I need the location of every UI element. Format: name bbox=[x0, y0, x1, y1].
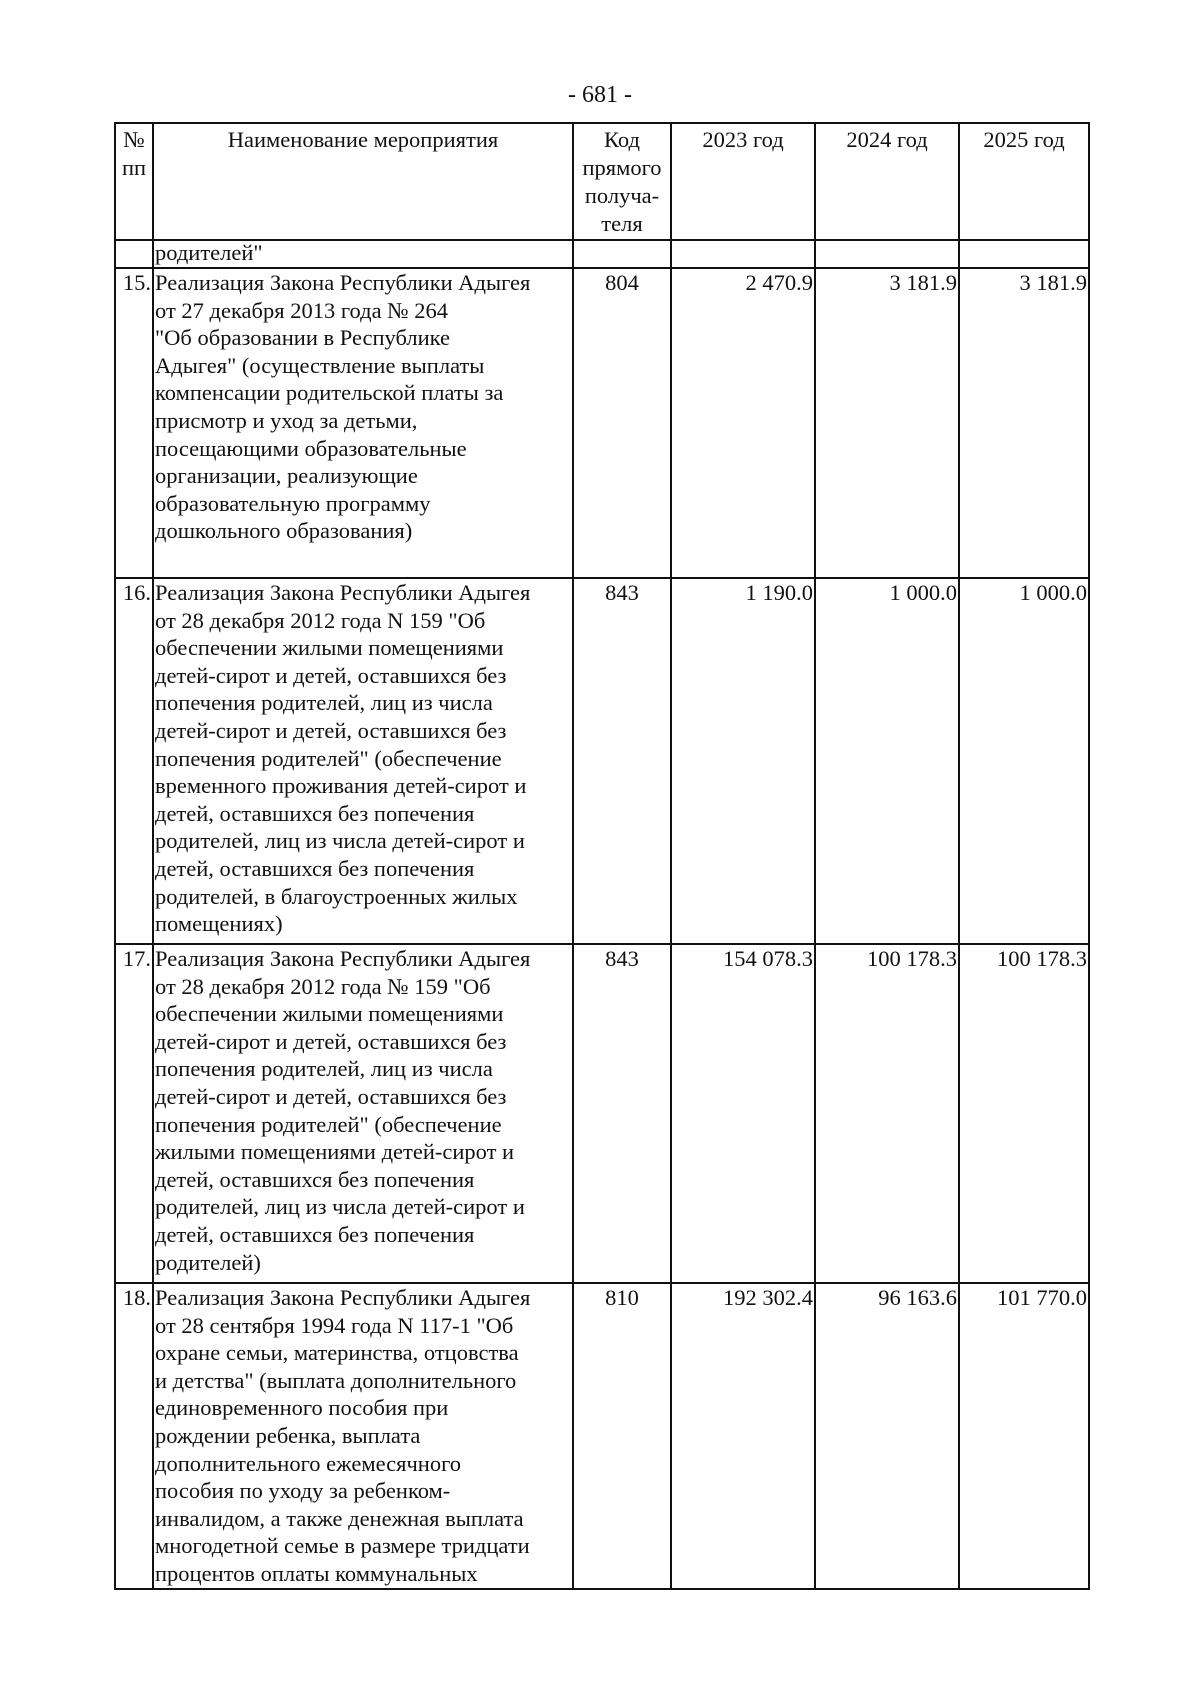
cell-2023 bbox=[671, 240, 815, 268]
header-num: № пп bbox=[115, 123, 153, 240]
cell-2025: 100 178.3 bbox=[959, 944, 1089, 1283]
cell-2025: 3 181.9 bbox=[959, 268, 1089, 578]
cell-2024: 96 163.6 bbox=[815, 1283, 959, 1589]
table-row bbox=[115, 1283, 1089, 1589]
cell-name: Реализация Закона Республики Адыгея от 28 декабря 2012 года № 159 "Об обеспечении жилыми помещениями детей-сирот и детей, оставшихся без попечения родителей, лиц из числа детей-сирот и детей, оставшихся без попечения родителей" (обеспечение жилыми помещениями детей-сирот и детей, оставшихся без попечения родителей, лиц из числа детей-сирот и детей, оставшихся без попечения родителей) bbox=[153, 944, 573, 1283]
page-number: - 681 - bbox=[568, 82, 632, 108]
cell-num: 18. bbox=[115, 1283, 153, 1589]
cell-num bbox=[115, 240, 153, 268]
cell-num: 17. bbox=[115, 944, 153, 1283]
cell-name: Реализация Закона Республики Адыгея от 28 декабря 2012 года N 159 "Об обеспечении жилыми помещениями детей-сирот и детей, оставшихся без попечения родителей, лиц из числа детей-сирот и детей, оставшихся без попечения родителей" (обеспечение временного проживания детей-сирот и детей, оставшихся без попечения родителей, лиц из числа детей-сирот и детей, оставшихся без попечения родителей, в благоустроенных жилых помещениях) bbox=[153, 578, 573, 944]
cell-name: родителей" bbox=[153, 240, 573, 268]
budget-table bbox=[114, 122, 1090, 1590]
table-row bbox=[115, 944, 1089, 1283]
cell-2023: 2 470.9 bbox=[671, 268, 815, 578]
cell-2023: 1 190.0 bbox=[671, 578, 815, 944]
cell-num: 15. bbox=[115, 268, 153, 578]
cell-code: 843 bbox=[573, 578, 671, 944]
header-code: Код прямого получа-теля bbox=[573, 123, 671, 240]
cell-2024: 1 000.0 bbox=[815, 578, 959, 944]
cell-code: 810 bbox=[573, 1283, 671, 1589]
cell-code bbox=[573, 240, 671, 268]
header-2025: 2025 год bbox=[959, 123, 1089, 240]
header-2024: 2024 год bbox=[815, 123, 959, 240]
cell-num: 16. bbox=[115, 578, 153, 944]
cell-name: Реализация Закона Республики Адыгея от 28 сентября 1994 года N 117-1 "Об охране семьи, материнства, отцовства и детства" (выплата дополнительного единовременного пособия при рождении ребенка, выплата дополнительного ежемесячного пособия по уходу за ребенком- инвалидом, а также денежная выплата многодетной семье в размере тридцати процентов оплаты коммунальных bbox=[153, 1283, 573, 1589]
table-header bbox=[115, 123, 1089, 240]
cell-2025 bbox=[959, 240, 1089, 268]
cell-code: 804 bbox=[573, 268, 671, 578]
table-body bbox=[115, 240, 1089, 1589]
cell-name: Реализация Закона Республики Адыгея от 27 декабря 2013 года № 264 "Об образовании в Республике Адыгея" (осуществление выплаты компенсации родительской платы за присмотр и уход за детьми, посещающими образовательные организации, реализующие образовательную программу дошкольного образования) bbox=[153, 268, 573, 578]
cell-2024: 100 178.3 bbox=[815, 944, 959, 1283]
cell-2023: 192 302.4 bbox=[671, 1283, 815, 1589]
cell-2025: 101 770.0 bbox=[959, 1283, 1089, 1589]
table-row-continuation bbox=[115, 240, 1089, 268]
header-name: Наименование мероприятия bbox=[153, 123, 573, 240]
header-row bbox=[115, 123, 1089, 240]
table-row bbox=[115, 268, 1089, 578]
cell-2024 bbox=[815, 240, 959, 268]
cell-2024: 3 181.9 bbox=[815, 268, 959, 578]
cell-2023: 154 078.3 bbox=[671, 944, 815, 1283]
cell-code: 843 bbox=[573, 944, 671, 1283]
cell-2025: 1 000.0 bbox=[959, 578, 1089, 944]
table-row bbox=[115, 578, 1089, 944]
header-2023: 2023 год bbox=[671, 123, 815, 240]
